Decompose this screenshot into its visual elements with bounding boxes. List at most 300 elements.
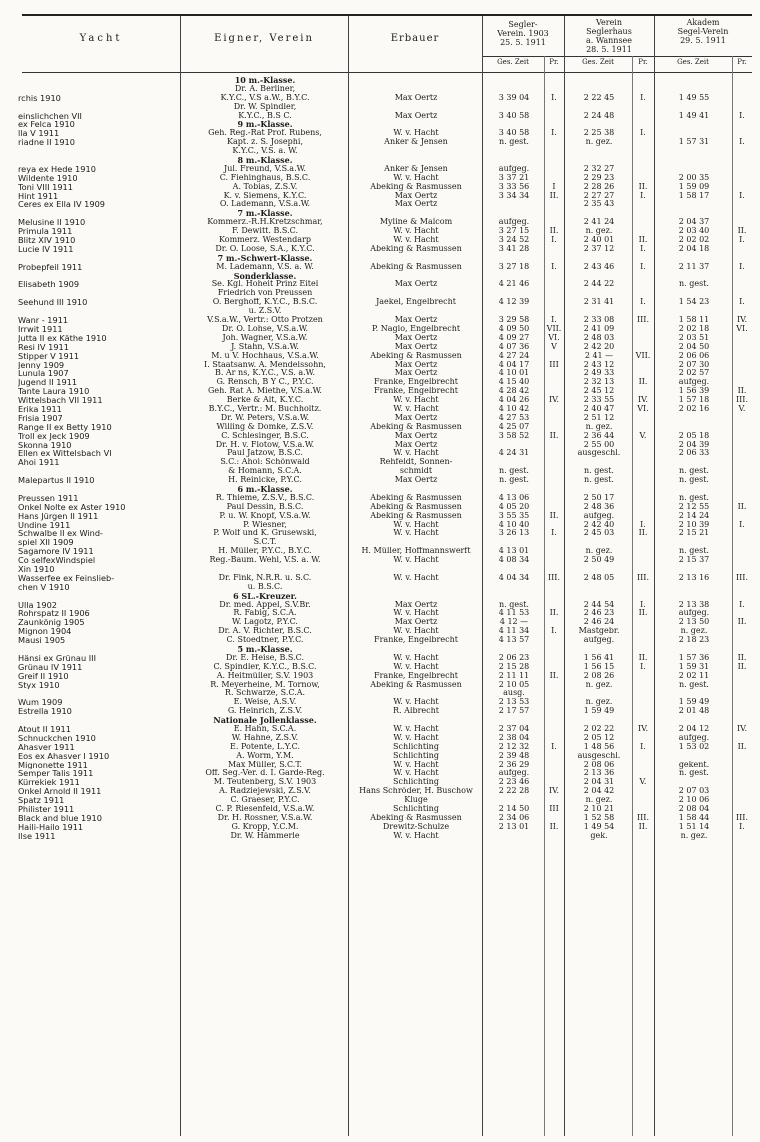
cell-owner: 6 m.-Klasse.: [237, 484, 293, 494]
cell-owner: J. Stahn, V.S.a.W.: [231, 342, 299, 351]
cell-builder: Abeking & Rasmussen: [370, 493, 462, 502]
cell-t1: 4 24 31: [498, 449, 530, 458]
cell-t2: 2 46 24: [583, 618, 615, 627]
table-row: [18, 449, 752, 459]
cell-p3: III.: [735, 813, 749, 822]
cell-t2: 2 48 03: [583, 333, 615, 342]
cell-yacht: Grünau IV 1911: [18, 662, 83, 672]
cell-t2: 2 44 54: [583, 600, 615, 609]
cell-t1: 2 34 06: [498, 813, 530, 822]
cell-t1: aufgeg.: [498, 164, 530, 173]
cell-t1: 3 55 35: [498, 511, 530, 520]
cell-p1: I: [552, 182, 556, 191]
cell-builder: Max Oertz: [394, 360, 438, 369]
cell-owner: Paul Jatzow, B.S.C.: [227, 449, 303, 458]
cell-yacht: Semper Talis 1911: [18, 769, 94, 779]
cell-builder: schmidt: [399, 467, 433, 476]
cell-yacht: Wanr - 1911: [18, 316, 69, 325]
cell-t3: 2 10 39: [678, 520, 710, 529]
cell-t2: 2 48 36: [583, 502, 615, 511]
cell-builder: W. v. Hacht: [393, 227, 439, 236]
cell-t1: 3 37 21: [498, 173, 530, 182]
cell-t1: 3 40 58: [498, 111, 530, 120]
cell-yacht: Mignonette 1911: [18, 760, 88, 770]
cell-yacht: Schnuckchen 1910: [18, 733, 96, 743]
cell-t2: 2 35 43: [583, 200, 615, 209]
cell-p2: IV.: [637, 396, 649, 405]
cell-builder: H. Müller, Hoffmannswerft: [361, 547, 471, 556]
cell-t1: aufgeg.: [498, 218, 530, 227]
cell-p1: II.: [549, 671, 559, 680]
cell-p1: I.: [551, 236, 557, 245]
cell-t3: 2 04 12: [678, 725, 710, 734]
cell-builder: Max Oertz: [394, 111, 438, 120]
cell-yacht: Stipper V 1911: [18, 351, 80, 361]
cell-p1: III: [549, 805, 559, 814]
cell-owner: Off. Seg.-Ver. d. I. Garde-Reg.: [205, 769, 325, 778]
cell-t2: 2 51 12: [583, 413, 615, 422]
cell-owner: Dr. A. V. Richter, B.S.C.: [218, 627, 312, 636]
cell-owner: B. Ar ns, K.Y.C., V.S. a.W.: [214, 369, 316, 378]
cell-t1: 4 04 26: [498, 396, 530, 405]
cell-owner: K.Y.C., V.S. a. W.: [232, 147, 298, 156]
cell-owner: M. Teutenberg, S.V. 1903: [213, 778, 317, 787]
cell-p2: I.: [640, 244, 646, 253]
cell-p2: I.: [640, 129, 646, 138]
cell-t3: 2 00 35: [678, 173, 710, 182]
cell-t3: 2 13 50: [678, 618, 710, 627]
cell-t1: 2 17 57: [498, 707, 530, 716]
table-row: [18, 236, 752, 245]
cell-t3: 2 01 48: [678, 707, 710, 716]
cell-t3: 2 02 02: [678, 236, 710, 245]
cell-t2: 1 56 41: [583, 653, 615, 662]
cell-yacht: Eos ex Ahasver I 1910: [18, 751, 110, 761]
cell-p2: II.: [638, 236, 648, 245]
cell-t3: 1 59 09: [678, 182, 710, 191]
cell-p3: II.: [737, 618, 747, 627]
table-row: [18, 298, 752, 308]
cell-owner: Dr. E. Heise, B.S.C.: [225, 653, 305, 662]
cell-p2: I.: [640, 93, 646, 102]
cell-t1: 4 07 36: [498, 342, 530, 351]
header-builder: Erbauer: [390, 33, 440, 44]
cell-owner: R. Meyerheine, M. Tornow,: [210, 680, 320, 689]
table-row: [18, 387, 752, 397]
cell-yacht: Hint 1911: [18, 191, 59, 201]
cell-builder: Max Oertz: [394, 316, 438, 325]
cell-owner: Friedrich von Preussen: [217, 289, 313, 298]
table-row: [18, 529, 752, 539]
table-row: [18, 93, 752, 103]
table-row: [18, 636, 752, 646]
table-row: [18, 609, 752, 619]
cell-owner: O. Berghoff, K.Y.C., B.S.C.: [212, 298, 318, 307]
cell-t1: 3 34 34: [498, 191, 530, 200]
table-row: [18, 769, 752, 779]
cell-p3: II.: [737, 653, 747, 662]
cell-t1: 2 39 48: [498, 751, 530, 760]
cell-yacht: Erika 1911: [18, 404, 62, 414]
cell-owner: Dr. O. Loose, S.A., K.Y.C.: [215, 244, 315, 253]
cell-t1: 4 09 50: [498, 324, 530, 333]
cell-p2: II.: [638, 653, 648, 662]
cell-yacht: Skonna 1910: [18, 440, 72, 450]
cell-t3: 2 03 40: [678, 227, 710, 236]
cell-builder: W. v. Hacht: [393, 760, 439, 769]
cell-t3: n. gest.: [679, 280, 709, 289]
cell-yacht: Elisabeth 1909: [18, 280, 80, 290]
header-race-1: Segler- Verein. 1903 25. 5. 1911: [497, 20, 549, 47]
cell-yacht: Ellen ex Wittelsbach VI: [18, 449, 112, 459]
cell-builder: Max Oertz: [394, 476, 438, 485]
cell-p3: I.: [739, 600, 745, 609]
cell-t2: 2 08 26: [583, 671, 615, 680]
cell-p3: I.: [739, 520, 745, 529]
results-table: [18, 8, 752, 1136]
cell-t2: n. gez.: [585, 796, 613, 805]
table-row: [18, 564, 752, 574]
cell-p1: II.: [549, 609, 559, 618]
cell-t3: 2 03 51: [678, 333, 710, 342]
cell-t2: 2 41 —: [584, 351, 614, 360]
cell-t3: 1 59 31: [678, 662, 710, 671]
table-row: [18, 653, 752, 663]
cell-t1: 3 24 52: [498, 236, 530, 245]
cell-owner: G. Rensch, B Y C., P.Y.C.: [216, 378, 314, 387]
cell-t2: n. gez.: [585, 680, 613, 689]
cell-owner: u. B.S.C.: [247, 582, 283, 591]
cell-t1: 3 26 13: [498, 529, 530, 538]
cell-p1: II.: [549, 191, 559, 200]
cell-t1: 4 11 53: [498, 609, 530, 618]
table-row: [18, 520, 752, 530]
cell-t1: n. gest.: [499, 467, 529, 476]
cell-builder: Rehfeldt, Sonnen-: [379, 458, 453, 467]
table-row: [18, 404, 752, 414]
cell-t3: 2 05 18: [678, 431, 710, 440]
cell-t3: 1 53 02: [678, 742, 710, 751]
table-row: [18, 173, 752, 183]
table-row: [18, 129, 752, 139]
cell-p1: I.: [551, 93, 557, 102]
table-row: [18, 662, 752, 672]
cell-t3: 1 58 44: [678, 813, 710, 822]
cell-owner: Geh. Reg.-Rat Prof. Rubens,: [208, 129, 322, 138]
cell-builder: W. v. Hacht: [393, 769, 439, 778]
cell-t2: n. gez.: [585, 698, 613, 707]
cell-t1: 4 11 34: [498, 627, 530, 636]
cell-owner: I. Staatsanw. A. Mendelssohn,: [204, 360, 326, 369]
cell-t3: 2 04 50: [678, 342, 710, 351]
cell-t3: 2 07 30: [678, 360, 710, 369]
table-row: [22, 85, 752, 94]
cell-yacht: Mausi 1905: [18, 636, 66, 646]
cell-t2: ausgeschl.: [577, 751, 621, 760]
cell-yacht: lla V 1911: [18, 129, 60, 139]
table-row: [18, 378, 752, 388]
cell-yacht: riadne II 1910: [18, 138, 75, 148]
cell-t1: 2 22 28: [498, 787, 530, 796]
cell-builder: Max Oertz: [394, 369, 438, 378]
cell-yacht: Mignon 1904: [18, 627, 72, 637]
cell-builder: R. Albrecht: [393, 707, 439, 716]
cell-t3: 1 58 17: [678, 191, 710, 200]
cell-t3: n. gest.: [679, 493, 709, 502]
cell-owner: Reg.-Baum. Wehl, V.S. a. W.: [209, 556, 321, 565]
cell-builder: W. v. Hacht: [393, 573, 439, 582]
cell-t2: 2 42 20: [583, 342, 615, 351]
cell-yacht: Haili-Hailo 1911: [18, 822, 84, 832]
table-row: [18, 324, 752, 334]
cell-t2: 2 33 08: [583, 316, 615, 325]
cell-owner: Sonderklasse.: [233, 271, 297, 281]
table-row: [18, 200, 752, 210]
cell-p1: III.: [547, 573, 561, 582]
table-row: [18, 476, 752, 485]
cell-t3: aufgeg.: [678, 733, 710, 742]
table-row: [22, 307, 752, 316]
table-row: [18, 413, 752, 423]
cell-owner: Joh. Wagner, V.S.a.W.: [222, 333, 308, 342]
cell-yacht: Jenny 1909: [18, 360, 65, 370]
cell-t1: 2 38 04: [498, 733, 530, 742]
cell-t1: 4 04 17: [498, 360, 530, 369]
cell-t3: 2 04 39: [678, 440, 710, 449]
cell-p1: I.: [551, 262, 557, 271]
cell-t3: 2 06 33: [678, 449, 710, 458]
cell-t1: 3 29 58: [498, 316, 530, 325]
cell-t2: Mastgebr.: [578, 627, 620, 636]
cell-p2: II.: [638, 529, 648, 538]
table-row: [22, 103, 752, 112]
cell-builder: Max Oertz: [394, 618, 438, 627]
class-heading-row: [22, 209, 752, 218]
cell-builder: Max Oertz: [394, 280, 438, 289]
cell-t2: 2 37 12: [583, 244, 615, 253]
cell-t1: 4 15 40: [498, 378, 530, 387]
cell-t3: 2 02 18: [678, 324, 710, 333]
cell-builder: W. v. Hacht: [393, 653, 439, 662]
cell-builder: Max Oertz: [394, 333, 438, 342]
cell-p2: I.: [640, 191, 646, 200]
table-row: [18, 502, 752, 512]
cell-t1: 2 06 23: [498, 653, 530, 662]
cell-t3: n. gest.: [679, 769, 709, 778]
cell-yacht: Atout II 1911: [18, 725, 71, 734]
cell-builder: Abeking & Rasmussen: [370, 680, 462, 689]
cell-owner: Kommerz. Westendarp: [219, 236, 311, 245]
table-row: [18, 111, 752, 121]
cell-owner: P. u. W. Knopf, V.S.a.W.: [219, 511, 311, 520]
cell-yacht: ex Felca 1910: [18, 120, 75, 130]
cell-owner: Dr. O. Lohse, V.S.a.W.: [221, 324, 309, 333]
cell-t2: 2 08 06: [583, 760, 615, 769]
cell-owner: 9 m.-Klasse.: [237, 120, 293, 130]
cell-t1: n. gest.: [499, 138, 529, 147]
cell-t1: 3 33 56: [498, 182, 530, 191]
cell-t3: n. gez.: [680, 831, 708, 840]
cell-t1: 4 25 07: [498, 422, 530, 431]
cell-t2: 2 10 21: [583, 805, 615, 814]
cell-yacht: Xin 1910: [18, 564, 55, 574]
cell-owner: H. Müller, P.Y.C., B.Y.C.: [218, 547, 312, 556]
cell-t2: 2 04 42: [583, 787, 615, 796]
cell-p1: I.: [551, 316, 557, 325]
cell-yacht: Hans Jürgen II 1911: [18, 511, 99, 521]
cell-t1: 2 11 11: [498, 671, 530, 680]
cell-p1: II.: [549, 822, 559, 831]
cell-t3: 2 13 16: [678, 573, 710, 582]
cell-builder: Myline & Malcom: [379, 218, 453, 227]
cell-t2: 2 41 24: [583, 218, 615, 227]
subheader-race-2: [564, 58, 654, 66]
cell-builder: Abeking & Rasmussen: [370, 244, 462, 253]
cell-yacht: Hänsi ex Grünau III: [18, 653, 96, 663]
subheader-race-1: [482, 58, 564, 66]
header-yacht: Yacht: [79, 33, 123, 44]
cell-t3: 2 15 37: [678, 556, 710, 565]
cell-t1: 3 27 15: [498, 227, 530, 236]
cell-p2: V.: [639, 778, 647, 787]
cell-t1: 4 10 01: [498, 369, 530, 378]
class-heading-row: [22, 156, 752, 165]
cell-yacht: Lunula 1907: [18, 369, 69, 379]
cell-t2: 2 50 49: [583, 556, 615, 565]
cell-t2: 2 43 12: [583, 360, 615, 369]
cell-p2: II.: [638, 182, 648, 191]
cell-t2: 2 55 00: [583, 440, 615, 449]
cell-t2: 2 49 33: [583, 369, 615, 378]
cell-t3: 2 02 57: [678, 369, 710, 378]
table-row: [18, 182, 752, 192]
cell-p2: I.: [640, 600, 646, 609]
cell-owner: G. Kropp, Y.C.M.: [231, 822, 299, 831]
cell-t2: 2 24 48: [583, 111, 615, 120]
cell-t3: n. gest.: [679, 680, 709, 689]
cell-owner: E. Hahn, S.C.A.: [233, 725, 297, 734]
cell-yacht: Estrella 1910: [18, 707, 72, 717]
cell-builder: Anker & Jensen: [384, 164, 448, 173]
cell-owner: Willing & Domke, Z.S.V.: [216, 422, 314, 431]
cell-t1: 4 09 27: [498, 333, 530, 342]
table-row: [18, 316, 752, 325]
header-race-3: Akadem Segel-Verein 29. 5. 1911: [677, 18, 729, 45]
class-heading-row: [22, 716, 752, 725]
cell-t3: n. gest.: [679, 547, 709, 556]
cell-builder: W. v. Hacht: [393, 698, 439, 707]
cell-p2: V.: [639, 431, 647, 440]
cell-p1: I.: [551, 742, 557, 751]
cell-builder: Hans Schröder, H. Buschow: [359, 787, 473, 796]
cell-owner: W. Lagotz, P.Y.C.: [232, 618, 298, 627]
cell-t2: 2 28 26: [583, 182, 615, 191]
cell-t2: 2 42 40: [583, 520, 615, 529]
cell-builder: Abeking & Rasmussen: [370, 182, 462, 191]
cell-t1: 4 13 01: [498, 547, 530, 556]
cell-owner: M. u V. Hochhaus, V.S.a.W.: [211, 351, 319, 360]
cell-yacht: Zaunkönig 1905: [18, 618, 85, 628]
cell-t1: 4 10 40: [498, 520, 530, 529]
cell-yacht: Wasserfee ex Feinslieb-: [18, 573, 115, 583]
cell-t2: 2 48 05: [583, 573, 615, 582]
cell-t2: 2 45 12: [583, 387, 615, 396]
cell-owner: K.Y.C., V.S a.W., B.Y.C.: [220, 93, 310, 102]
cell-p3: III.: [735, 396, 749, 405]
cell-t2: 2 36 44: [583, 431, 615, 440]
time-label: Ges. Zeit: [582, 58, 614, 66]
cell-t2: n. gest.: [584, 467, 614, 476]
place-label: Pr.: [638, 58, 648, 66]
cell-t2: ausgeschl.: [577, 449, 621, 458]
cell-owner: Nationale Jollenklasse.: [213, 716, 317, 726]
cell-owner: Dr. Fink, N.R.R. u. S.C.: [218, 573, 312, 582]
cell-yacht: Primula 1911: [18, 227, 73, 237]
cell-t1: 3 41 28: [498, 244, 530, 253]
cell-builder: Schlichting: [393, 778, 439, 787]
cell-t2: 2 02 22: [583, 725, 615, 734]
cell-owner: W. Hahne, Z.S.V.: [231, 733, 299, 742]
cell-owner: M. Lademann, V.S. a. W.: [216, 262, 314, 271]
cell-t2: n. gez.: [585, 138, 613, 147]
cell-t1: 3 40 58: [498, 129, 530, 138]
cell-p3: V.: [738, 404, 746, 413]
table-row: [22, 147, 752, 156]
cell-t2: gek.: [590, 831, 608, 840]
cell-owner: 7 m.-Klasse.: [237, 209, 293, 219]
table-row: [18, 796, 752, 806]
cell-t2: n. gest.: [584, 476, 614, 485]
cell-builder: Franke, Engelbrecht: [374, 671, 458, 680]
cell-t3: 2 13 38: [678, 600, 710, 609]
cell-builder: Schlichting: [393, 751, 439, 760]
cell-owner: 6 SL.-Kreuzer.: [233, 591, 297, 601]
cell-t1: 4 13 57: [498, 636, 530, 645]
cell-builder: Anker & Jensen: [384, 138, 448, 147]
cell-builder: Max Oertz: [394, 431, 438, 440]
cell-yacht: Ulla 1902: [18, 600, 57, 610]
cell-owner: C. Schlesinger, B.S.C.: [221, 431, 309, 440]
cell-p2: I.: [640, 262, 646, 271]
cell-t2: 2 29 23: [583, 173, 615, 182]
cell-yacht: Range II ex Betty 1910: [18, 422, 112, 432]
cell-builder: Max Oertz: [394, 191, 438, 200]
cell-p1: I.: [551, 129, 557, 138]
cell-t2: 2 13 36: [583, 769, 615, 778]
cell-yacht: Ilse 1911: [18, 831, 56, 841]
table-row: [18, 422, 752, 432]
cell-t3: 2 07 03: [678, 787, 710, 796]
cell-t1: 4 12 39: [498, 298, 530, 307]
cell-yacht: Troll ex Jeck 1909: [18, 431, 90, 441]
cell-builder: W. v. Hacht: [393, 529, 439, 538]
header-race-2: Verein Seglerhaus a. Wannsee 28. 5. 1911: [585, 18, 633, 54]
class-heading-row: [22, 272, 752, 281]
cell-owner: Dr. H. Rossner, V.S.a.W.: [217, 813, 313, 822]
cell-t2: 1 59 49: [583, 707, 615, 716]
cell-p3: IV.: [736, 725, 748, 734]
cell-t1: 2 10 05: [498, 680, 530, 689]
table-row: [18, 680, 752, 690]
cell-t3: 1 57 31: [678, 138, 710, 147]
cell-t1: 2 14 50: [498, 805, 530, 814]
cell-builder: W. v. Hacht: [393, 236, 439, 245]
cell-yacht: Black and blue 1910: [18, 813, 102, 823]
cell-p2: III.: [636, 573, 650, 582]
cell-t1: 4 13 06: [498, 493, 530, 502]
table-row: [18, 511, 752, 521]
table-row: [18, 547, 752, 557]
